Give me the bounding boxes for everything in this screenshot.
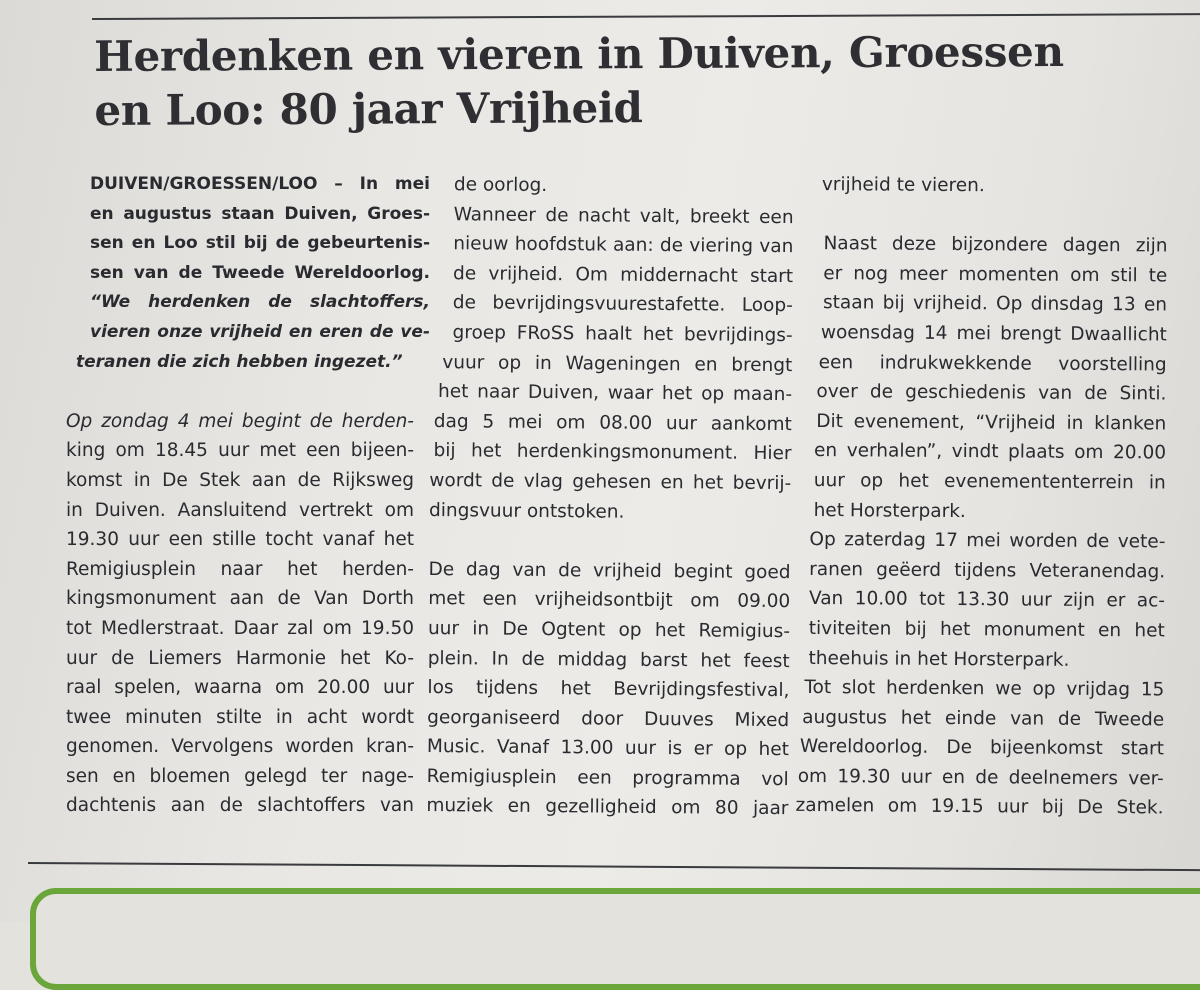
body-line: los tijdens het Bevrijdingsfestival,	[427, 677, 790, 702]
body-line: de vrijheid. Om middernacht start	[453, 262, 794, 287]
column-1-body	[66, 407, 414, 821]
body-line: 19.30 uur een stille tocht vanaf het	[66, 529, 414, 551]
body-line: Van 10.00 tot 13.30 uur zijn er ac-	[808, 588, 1166, 612]
body-line: uur de Liemers Harmonie het Ko-	[66, 647, 414, 669]
body-line: woensdag 14 mei brengt Dwaallicht	[820, 322, 1167, 346]
body-line: groep FRoSS haalt het bevrijdings-	[452, 322, 793, 347]
body-line: Naast deze bijzondere dagen zijn	[823, 233, 1168, 257]
body-line: kingsmonument aan de Van Dorth	[66, 588, 414, 610]
body-line: bij het herdenkingsmonument. Hier	[433, 440, 792, 465]
intro-quote-line: “We herdenken de slachtoffers,	[90, 292, 430, 313]
body-line: over de geschiedenis van de Sinti.	[816, 381, 1167, 405]
body-line: Op zondag 4 mei begint de herden-	[66, 410, 414, 432]
article-column-3	[795, 170, 1168, 824]
body-line: Remigiusplein naar het herden-	[66, 558, 414, 580]
body-line: sen en bloemen gelegd ter nage-	[66, 765, 414, 787]
intro-line: sen van de Tweede Wereldoorlog.	[90, 262, 430, 283]
body-line: nieuw hoofdstuk aan: de viering van	[453, 233, 794, 258]
body-line: Remigiusplein een programma vol	[426, 765, 789, 791]
body-line: uur in De Ogtent op het Remigius-	[427, 617, 791, 643]
article-column-2	[426, 170, 794, 824]
body-line: Op zaterdag 17 mei worden de vete-	[809, 529, 1166, 553]
intro-quote-line: teranen die zich hebben ingezet.”	[76, 351, 403, 372]
body-line: komst in De Stek aan de Rijksweg	[66, 469, 414, 491]
body-line: Dit evenement, “Vrijheid in klanken	[816, 410, 1167, 435]
body-line: tiviteiten bij het monument en het	[808, 617, 1165, 642]
body-line: er nog meer momenten om stil te	[823, 262, 1168, 287]
intro-line: en augustus staan Duiven, Groes-	[90, 203, 430, 224]
body-line: met een vrijheidsontbijt om 09.00	[428, 588, 791, 613]
headline-line: Herdenken en vieren in Duiven, Groessen	[94, 26, 1064, 81]
body-line: twee minuten stilte in acht wordt	[66, 706, 414, 728]
next-article-frame	[30, 888, 1200, 990]
body-line: om 19.30 uur en de deelnemers ver-	[797, 765, 1164, 790]
body-line: raal spelen, waarna om 20.00 uur	[66, 677, 414, 699]
intro-line: sen en Loo stil bij de gebeurtenis-	[90, 233, 430, 254]
body-line: Tot slot herdenken we op vrijdag 15	[804, 677, 1165, 701]
body-line: wordt de vlag gehesen en het bevrij-	[429, 469, 792, 495]
body-line: vuur op in Wageningen en brengt	[442, 351, 793, 376]
body-line: theehuis in het Horsterpark.	[808, 647, 1070, 671]
body-line: dingsvuur ontstoken.	[428, 499, 625, 523]
body-line: ranen geëerd tijdens Veteranendag.	[809, 558, 1166, 583]
body-line: Music. Vanaf 13.00 uur is er op het	[426, 736, 790, 761]
body-line: muziek en gezelligheid om 80 jaar	[426, 795, 789, 820]
body-line: Wanneer de nacht valt, breekt een	[453, 203, 794, 228]
body-line: king om 18.45 uur met een bijeen-	[66, 440, 414, 462]
article-intro	[76, 170, 430, 377]
body-line: het Horsterpark.	[813, 499, 966, 522]
top-divider-rule	[92, 13, 1200, 20]
body-line: Wereldoorlog. De bijeenkomst start	[799, 736, 1165, 760]
body-line: zamelen om 19.15 uur bij De Stek.	[795, 795, 1164, 819]
body-line: plein. In de middag barst het feest	[427, 647, 790, 672]
body-line: genomen. Vervolgens worden kran-	[66, 736, 414, 758]
intro-line: DUIVEN/GROESSEN/LOO – In mei	[90, 174, 430, 194]
article-column-1	[50, 170, 430, 821]
article-headline	[94, 25, 1064, 138]
body-line: uur op het evenemententerrein in	[813, 469, 1166, 494]
body-line: en verhalen”, vindt plaats om 20.00	[813, 440, 1167, 464]
bottom-divider-rule	[28, 862, 1200, 871]
body-line: augustus het einde van de Tweede	[802, 706, 1165, 731]
body-line: tot Medlerstraat. Daar zal om 19.50	[66, 617, 414, 639]
body-line: een indrukwekkende voorstelling	[818, 351, 1167, 376]
body-line: de oorlog.	[453, 174, 548, 197]
body-line: staan bij vrijheid. Op dinsdag 13 en	[822, 292, 1168, 316]
body-line: De dag van de vrijheid begint goed	[428, 558, 791, 583]
body-line: dachtenis aan de slachtoffers van	[66, 795, 414, 817]
body-line: het naar Duiven, waar het op maan-	[437, 381, 793, 406]
body-line: georganiseerd door Duuves Mixed	[427, 706, 790, 731]
body-line: dag 5 mei om 08.00 uur aankomt	[433, 410, 792, 435]
body-line: de bevrijdingsvuurestafette. Loop-	[452, 292, 793, 317]
intro-quote-line: vieren onze vrijheid en eren de ve-	[90, 321, 430, 342]
body-line: in Duiven. Aansluitend vertrekt om	[66, 499, 414, 521]
body-line: vrijheid te vieren.	[821, 174, 985, 197]
headline-line: en Loo: 80 jaar Vrijheid	[94, 83, 643, 135]
